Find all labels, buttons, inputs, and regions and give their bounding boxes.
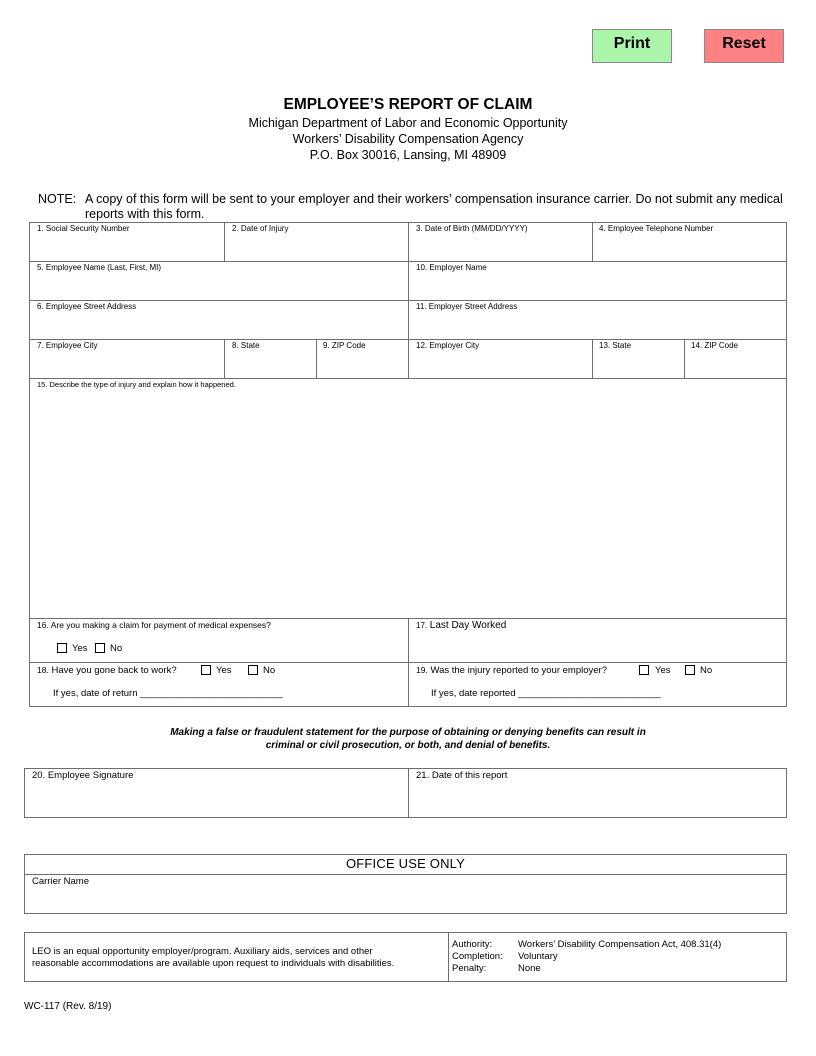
date-of-return-line[interactable]: If yes, date of return ___________________________ xyxy=(53,688,283,699)
back-to-work-yes-label: Yes xyxy=(216,665,232,676)
injury-description-field[interactable] xyxy=(30,392,786,617)
employee-telephone-label: 4. Employee Telephone Number xyxy=(599,224,714,233)
last-day-worked-text: Last Day Worked xyxy=(429,620,507,631)
date-of-birth-label: 3. Date of Birth (MM/DD/YYYY) xyxy=(416,224,528,233)
employer-zip-label: 14. ZIP Code xyxy=(691,341,738,350)
medical-claim-yes-checkbox[interactable] xyxy=(57,643,67,653)
employer-state-label: 13. State xyxy=(599,341,632,350)
form-title: EMPLOYEE’S REPORT OF CLAIM xyxy=(283,96,533,113)
last-day-worked-field[interactable] xyxy=(409,634,786,661)
medical-claim-no-label: No xyxy=(110,643,123,654)
injury-description-label: 15. Describe the type of injury and explain how it happened. xyxy=(37,380,236,389)
medical-claim-label: 16. Are you making a claim for payment of medical expenses? xyxy=(37,620,271,630)
injury-reported-no-checkbox[interactable] xyxy=(685,665,695,675)
fraud-warning-line-1: Making a false or fraudulent statement for the purpose of obtaining or denying benefits can result in xyxy=(170,727,646,738)
employee-name-label: 5. Employee Name (Last, First, MI) xyxy=(37,263,162,272)
note-label: NOTE: xyxy=(38,192,77,206)
carrier-name-label: Carrier Name xyxy=(32,876,90,887)
date-of-injury-label: 2. Date of Injury xyxy=(232,224,289,233)
note-text: A copy of this form will be sent to your employer and their workers’ compensation insurance carrier. Do not submit any medical reports with this form. xyxy=(85,192,783,221)
last-day-worked-label xyxy=(416,620,506,631)
last-day-worked-number: 17. xyxy=(416,621,428,630)
authority-value: Workers’ Disability Compensation Act, 408.31(4) xyxy=(518,939,722,950)
agency-address: P.O. Box 30016, Lansing, MI 48909 xyxy=(309,148,507,162)
authority-label: Authority: xyxy=(452,939,493,950)
medical-claim-yes-label: Yes xyxy=(72,643,88,654)
penalty-label: Penalty: xyxy=(452,963,487,974)
completion-value: Voluntary xyxy=(518,951,558,962)
back-to-work-no-label: No xyxy=(263,665,276,676)
back-to-work-label: Have you gone back to work? xyxy=(51,665,177,676)
reset-button[interactable]: Reset xyxy=(704,29,784,63)
injury-reported-number: 19. xyxy=(416,665,428,675)
print-button[interactable]: Print xyxy=(592,29,672,63)
form-number: WC-117 (Rev. 8/19) xyxy=(24,1001,112,1012)
employee-city-label: 7. Employee City xyxy=(37,341,98,350)
carrier-name-field[interactable] xyxy=(25,875,786,913)
employee-state-label: 8. State xyxy=(232,341,260,350)
date-reported-line[interactable]: If yes, date reported ___________________________ xyxy=(431,688,661,699)
agency-department: Michigan Department of Labor and Economic Opportunity xyxy=(248,116,568,130)
employer-name-label: 10. Employer Name xyxy=(416,263,487,272)
back-to-work-no-checkbox[interactable] xyxy=(248,665,258,675)
medical-claim-no-checkbox[interactable] xyxy=(95,643,105,653)
injury-reported-yes-label: Yes xyxy=(655,665,671,676)
employee-zip-label: 9. ZIP Code xyxy=(323,341,366,350)
back-to-work-number: 18. xyxy=(37,665,49,675)
report-date-label: 21. Date of this report xyxy=(416,770,508,781)
employee-street-label: 6. Employee Street Address xyxy=(37,302,137,311)
ssn-label: 1. Social Security Number xyxy=(37,224,130,233)
completion-label: Completion: xyxy=(452,951,503,962)
fraud-warning-line-2: criminal or civil prosecution, or both, and denial of benefits. xyxy=(265,740,551,751)
employer-city-label: 12. Employer City xyxy=(416,341,480,350)
injury-reported-label: Was the injury reported to your employer? xyxy=(430,665,608,676)
fraud-warning xyxy=(100,726,716,752)
employer-street-label: 11. Employer Street Address xyxy=(416,302,518,311)
injury-reported-yes-checkbox[interactable] xyxy=(639,665,649,675)
office-use-title: OFFICE USE ONLY xyxy=(345,856,466,871)
eeo-statement-line-2: reasonable accommodations are available upon request to individuals with disabilities. xyxy=(32,958,395,969)
agency-name: Workers’ Disability Compensation Agency xyxy=(292,132,524,146)
penalty-value: None xyxy=(518,963,541,974)
injury-reported-no-label: No xyxy=(700,665,713,676)
eeo-statement-line-1: LEO is an equal opportunity employer/program. Auxiliary aids, services and other xyxy=(32,946,373,957)
employee-signature-label: 20. Employee Signature xyxy=(32,770,134,781)
back-to-work-yes-checkbox[interactable] xyxy=(201,665,211,675)
